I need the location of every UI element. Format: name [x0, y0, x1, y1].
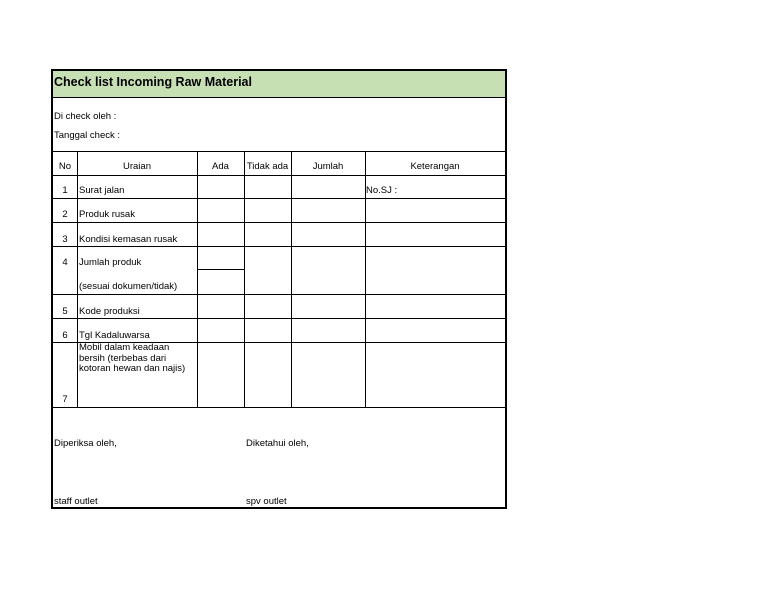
header-ada: Ada: [212, 161, 229, 172]
row-5-no: 5: [62, 306, 68, 317]
col-ada-divider: [244, 151, 245, 407]
header-keterangan: Keterangan: [410, 161, 460, 172]
row-4-bottom-border: [53, 294, 505, 295]
row-4-uraian-sub: (sesuai dokumen/tidak): [79, 281, 178, 292]
row-1-uraian: Surat jalan: [79, 185, 125, 196]
row-2-bottom-border: [53, 222, 505, 223]
header-bottom-border: [53, 175, 505, 176]
checked-by-label: Di check oleh :: [54, 111, 117, 122]
header-tidak-ada: Tidak ada: [246, 161, 289, 172]
col-uraian-divider: [197, 151, 198, 407]
col-no-divider: [77, 151, 78, 407]
row-1-bottom-border: [53, 198, 505, 199]
signature-right-role: spv outlet: [246, 496, 287, 507]
row-2-no: 2: [62, 209, 68, 220]
row-6-uraian: Tgl Kadaluwarsa: [79, 330, 150, 341]
row-7-uraian: Mobil dalam keadaan bersih (terbebas dari kotoran hewan dan najis): [79, 342, 186, 374]
table-bottom-border: [53, 407, 505, 408]
table-top-border: [53, 151, 505, 152]
row-7-no: 7: [62, 394, 68, 405]
row-4-uraian: Jumlah produk: [79, 257, 142, 268]
header-uraian: Uraian: [123, 161, 151, 172]
row-4-ada-split: [197, 269, 244, 270]
col-tidak-ada-divider: [291, 151, 292, 407]
row-4-no: 4: [62, 257, 68, 268]
row-1-keterangan: No.SJ :: [366, 185, 398, 196]
row-1-no: 1: [62, 185, 68, 196]
header-jumlah: Jumlah: [312, 161, 344, 172]
page-title: Check list Incoming Raw Material: [54, 75, 252, 89]
signature-right-label: Diketahui oleh,: [246, 438, 309, 449]
checklist-sheet: [51, 69, 507, 509]
row-6-no: 6: [62, 330, 68, 341]
row-3-no: 3: [62, 234, 68, 245]
row-3-bottom-border: [53, 246, 505, 247]
header-no: No: [58, 161, 72, 172]
row-5-bottom-border: [53, 318, 505, 319]
row-3-uraian: Kondisi kemasan rusak: [79, 234, 178, 245]
check-date-label: Tanggal check :: [54, 130, 121, 141]
signature-left-label: Diperiksa oleh,: [54, 438, 117, 449]
row-5-uraian: Kode produksi: [79, 306, 140, 317]
signature-left-role: staff outlet: [54, 496, 98, 507]
row-2-uraian: Produk rusak: [79, 209, 135, 220]
title-bar: [53, 71, 505, 98]
